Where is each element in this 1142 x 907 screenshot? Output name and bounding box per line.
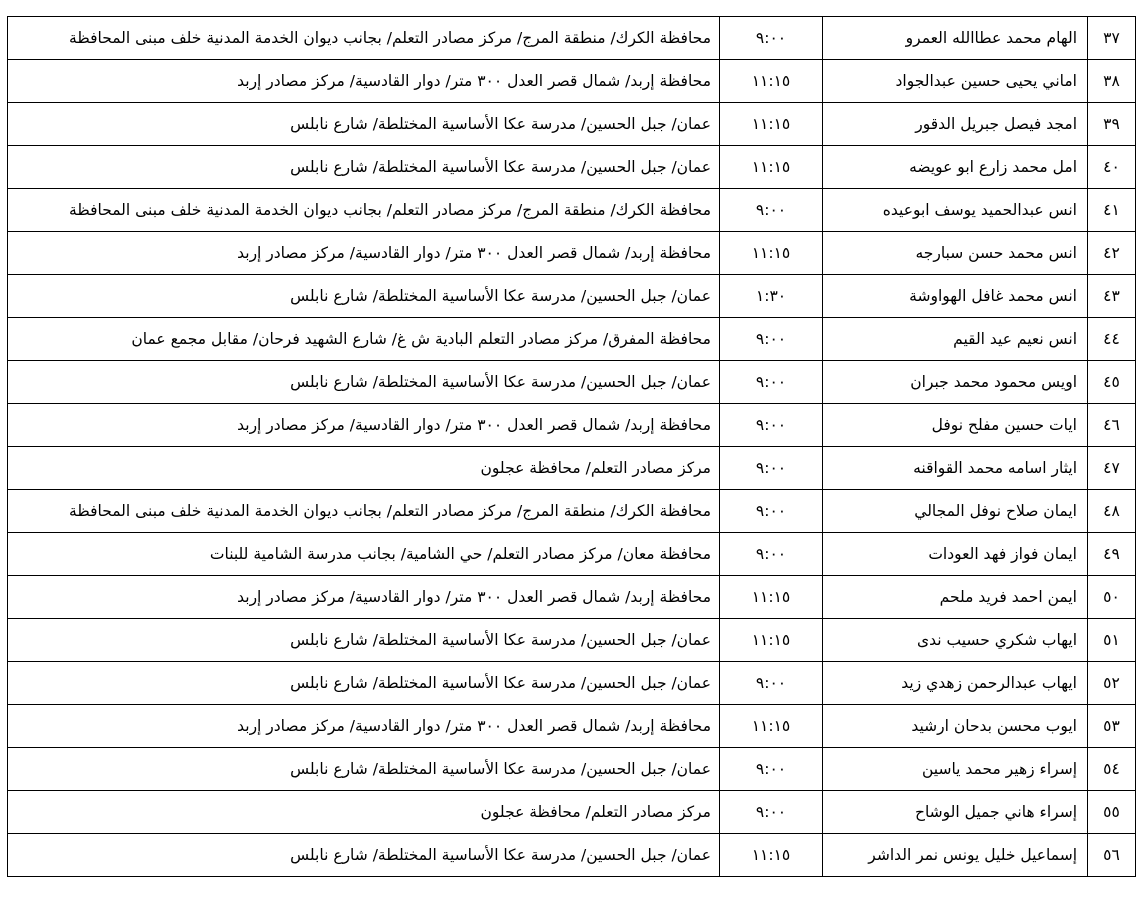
row-number: ٤٣ <box>1088 275 1136 318</box>
row-number: ٥٣ <box>1088 705 1136 748</box>
table-row <box>8 103 1136 146</box>
exam-location: عمان/ جبل الحسين/ مدرسة عكا الأساسية المختلطة/ شارع نابلس <box>8 748 720 791</box>
applicant-name: ايمان فواز فهد العودات <box>823 533 1088 576</box>
applicant-name: انس محمد حسن سبارجه <box>823 232 1088 275</box>
row-number: ٣٧ <box>1088 17 1136 60</box>
applicant-name: اويس محمود محمد جبران <box>823 361 1088 404</box>
exam-location: محافظة الكرك/ منطقة المرج/ مركز مصادر التعلم/ بجانب ديوان الخدمة المدنية خلف مبنى المحافظة <box>8 490 720 533</box>
exam-time: ١١:١٥ <box>720 619 823 662</box>
table-row <box>8 146 1136 189</box>
row-number: ٤٩ <box>1088 533 1136 576</box>
exam-time: ٩:٠٠ <box>720 533 823 576</box>
exam-time: ٩:٠٠ <box>720 748 823 791</box>
exam-location: محافظة معان/ مركز مصادر التعلم/ حي الشامية/ بجانب مدرسة الشامية للبنات <box>8 533 720 576</box>
exam-location: مركز مصادر التعلم/ محافظة عجلون <box>8 447 720 490</box>
row-number: ٥٠ <box>1088 576 1136 619</box>
exam-location: محافظة إربد/ شمال قصر العدل ٣٠٠ متر/ دوار القادسية/ مركز مصادر إربد <box>8 705 720 748</box>
exam-location: عمان/ جبل الحسين/ مدرسة عكا الأساسية المختلطة/ شارع نابلس <box>8 619 720 662</box>
exam-time: ٩:٠٠ <box>720 490 823 533</box>
applicant-name: امل محمد زارع ابو عويضه <box>823 146 1088 189</box>
applicant-name: الهام محمد عطاالله العمرو <box>823 17 1088 60</box>
table-row <box>8 705 1136 748</box>
schedule-table <box>7 16 1136 877</box>
table-row <box>8 834 1136 877</box>
exam-location: محافظة إربد/ شمال قصر العدل ٣٠٠ متر/ دوار القادسية/ مركز مصادر إربد <box>8 60 720 103</box>
table-row <box>8 275 1136 318</box>
exam-location: محافظة إربد/ شمال قصر العدل ٣٠٠ متر/ دوار القادسية/ مركز مصادر إربد <box>8 232 720 275</box>
applicant-name: إسماعيل خليل يونس نمر الداشر <box>823 834 1088 877</box>
applicant-name: ايثار اسامه محمد القواقنه <box>823 447 1088 490</box>
exam-location: عمان/ جبل الحسين/ مدرسة عكا الأساسية المختلطة/ شارع نابلس <box>8 361 720 404</box>
table-row <box>8 447 1136 490</box>
table-row <box>8 404 1136 447</box>
row-number: ٥٥ <box>1088 791 1136 834</box>
applicant-name: ايمن احمد فريد ملحم <box>823 576 1088 619</box>
exam-location: محافظة إربد/ شمال قصر العدل ٣٠٠ متر/ دوار القادسية/ مركز مصادر إربد <box>8 404 720 447</box>
exam-location: عمان/ جبل الحسين/ مدرسة عكا الأساسية المختلطة/ شارع نابلس <box>8 834 720 877</box>
table-row <box>8 576 1136 619</box>
applicant-name: ايوب محسن بدحان ارشيد <box>823 705 1088 748</box>
applicant-name: إسراء هاني جميل الوشاح <box>823 791 1088 834</box>
row-number: ٥٤ <box>1088 748 1136 791</box>
row-number: ٤٠ <box>1088 146 1136 189</box>
applicant-name: ايهاب شكري حسيب ندى <box>823 619 1088 662</box>
exam-location: مركز مصادر التعلم/ محافظة عجلون <box>8 791 720 834</box>
row-number: ٤٧ <box>1088 447 1136 490</box>
applicant-name: انس عبدالحميد يوسف ابوعيده <box>823 189 1088 232</box>
table-row <box>8 60 1136 103</box>
row-number: ٤٨ <box>1088 490 1136 533</box>
schedule-table-body <box>8 17 1136 877</box>
exam-location: عمان/ جبل الحسين/ مدرسة عكا الأساسية المختلطة/ شارع نابلس <box>8 103 720 146</box>
exam-time: ٩:٠٠ <box>720 318 823 361</box>
exam-time: ١١:١٥ <box>720 834 823 877</box>
row-number: ٥١ <box>1088 619 1136 662</box>
applicant-name: انس نعيم عيد القيم <box>823 318 1088 361</box>
exam-time: ٩:٠٠ <box>720 791 823 834</box>
exam-time: ٩:٠٠ <box>720 404 823 447</box>
table-row <box>8 619 1136 662</box>
exam-time: ٩:٠٠ <box>720 447 823 490</box>
table-row <box>8 748 1136 791</box>
exam-time: ٩:٠٠ <box>720 662 823 705</box>
row-number: ٤٥ <box>1088 361 1136 404</box>
row-number: ٤٤ <box>1088 318 1136 361</box>
table-row <box>8 189 1136 232</box>
exam-location: محافظة الكرك/ منطقة المرج/ مركز مصادر التعلم/ بجانب ديوان الخدمة المدنية خلف مبنى المحافظة <box>8 189 720 232</box>
exam-location: عمان/ جبل الحسين/ مدرسة عكا الأساسية المختلطة/ شارع نابلس <box>8 662 720 705</box>
row-number: ٤٢ <box>1088 232 1136 275</box>
exam-location: محافظة الكرك/ منطقة المرج/ مركز مصادر التعلم/ بجانب ديوان الخدمة المدنية خلف مبنى المحافظة <box>8 17 720 60</box>
exam-time: ١١:١٥ <box>720 103 823 146</box>
table-row <box>8 662 1136 705</box>
table-row <box>8 533 1136 576</box>
row-number: ٥٢ <box>1088 662 1136 705</box>
exam-location: محافظة إربد/ شمال قصر العدل ٣٠٠ متر/ دوار القادسية/ مركز مصادر إربد <box>8 576 720 619</box>
table-row <box>8 318 1136 361</box>
exam-location: عمان/ جبل الحسين/ مدرسة عكا الأساسية المختلطة/ شارع نابلس <box>8 275 720 318</box>
applicant-name: ايات حسين مفلح نوفل <box>823 404 1088 447</box>
exam-location: محافظة المفرق/ مركز مصادر التعلم البادية ش غ/ شارع الشهيد فرحان/ مقابل مجمع عمان <box>8 318 720 361</box>
exam-time: ١١:١٥ <box>720 60 823 103</box>
exam-time: ٩:٠٠ <box>720 361 823 404</box>
table-row <box>8 232 1136 275</box>
exam-time: ١١:١٥ <box>720 576 823 619</box>
exam-time: ١١:١٥ <box>720 232 823 275</box>
exam-time: ٩:٠٠ <box>720 189 823 232</box>
applicant-name: ايهاب عبدالرحمن زهدي زيد <box>823 662 1088 705</box>
applicant-name: إسراء زهير محمد ياسين <box>823 748 1088 791</box>
applicant-name: اماني يحيى حسين عبدالجواد <box>823 60 1088 103</box>
table-row <box>8 490 1136 533</box>
table-row <box>8 17 1136 60</box>
table-row <box>8 791 1136 834</box>
applicant-name: ايمان صلاح نوفل المجالي <box>823 490 1088 533</box>
row-number: ٣٩ <box>1088 103 1136 146</box>
exam-location: عمان/ جبل الحسين/ مدرسة عكا الأساسية المختلطة/ شارع نابلس <box>8 146 720 189</box>
exam-time: ١:٣٠ <box>720 275 823 318</box>
applicant-name: امجد فيصل جبريل الدقور <box>823 103 1088 146</box>
table-row <box>8 361 1136 404</box>
exam-time: ١١:١٥ <box>720 146 823 189</box>
row-number: ٣٨ <box>1088 60 1136 103</box>
applicant-name: انس محمد غافل الهواوشة <box>823 275 1088 318</box>
row-number: ٥٦ <box>1088 834 1136 877</box>
exam-time: ٩:٠٠ <box>720 17 823 60</box>
exam-time: ١١:١٥ <box>720 705 823 748</box>
row-number: ٤٦ <box>1088 404 1136 447</box>
row-number: ٤١ <box>1088 189 1136 232</box>
